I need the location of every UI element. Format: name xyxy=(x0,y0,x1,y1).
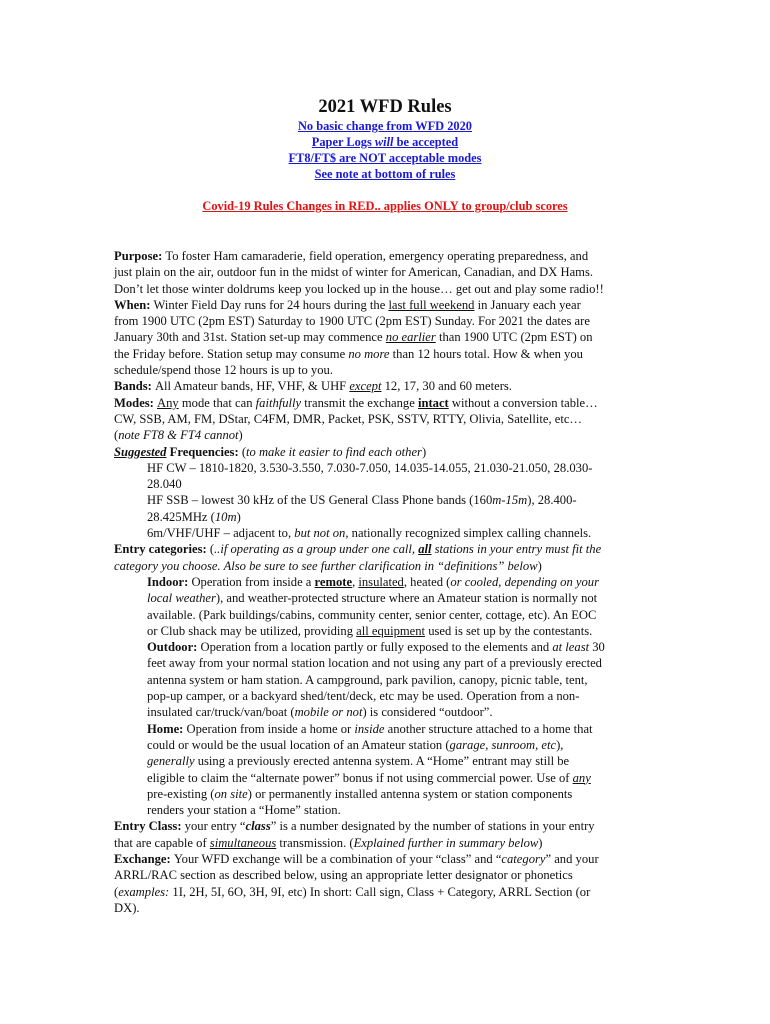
text-run: transmission. ( xyxy=(276,835,354,850)
text-run: simultaneous xyxy=(209,835,277,850)
text-run: mode that can xyxy=(178,395,256,410)
text-run: pop-up camper, or a backyard shed/tent/deck, etc may be used. Operation from a non- xyxy=(147,689,580,704)
text-run: another structure attached to a home that xyxy=(384,721,593,736)
text-run: category xyxy=(501,851,546,866)
text-run: Purpose: xyxy=(114,249,166,263)
note-no-change: No basic change from WFD 2020 xyxy=(297,119,473,133)
text-run: to make it easier to find each other xyxy=(246,444,422,459)
text-run: examples: xyxy=(118,884,173,899)
text-run: that are capable of xyxy=(114,835,210,850)
text-line xyxy=(114,395,654,411)
text-line xyxy=(114,672,654,688)
text-line xyxy=(114,492,654,508)
text-run: Explained further in summary below xyxy=(353,835,539,850)
text-run: ( xyxy=(209,542,215,557)
text-run: 30 xyxy=(589,640,605,655)
text-run: feet away from your normal station location and not using any part of a previously erected xyxy=(147,656,602,671)
text-line xyxy=(114,329,654,345)
text-run: the Friday before. Station setup may consume xyxy=(114,346,349,361)
text-run: ..if operating as a group under one call, xyxy=(214,542,419,557)
text-line xyxy=(114,378,654,394)
text-run: Modes: xyxy=(114,395,158,410)
text-run: insulated xyxy=(358,574,404,589)
text-line xyxy=(114,248,654,264)
text-run: Don’t let those winter doldrums keep you locked up in the house… get out and play some radio!! xyxy=(114,281,604,296)
text-run: your entry “ xyxy=(184,819,246,834)
text-run: all xyxy=(418,542,432,557)
text-line xyxy=(114,427,654,443)
text-run: 28.040 xyxy=(147,477,182,492)
text-run: in January each year xyxy=(474,297,581,312)
text-run: schedule/spend those 12 hours is up to you. xyxy=(114,363,333,378)
text-run: 10m xyxy=(214,509,237,524)
text-line xyxy=(114,753,654,769)
text-run: but not on, xyxy=(294,526,349,541)
text-line xyxy=(114,444,654,460)
text-run: local weather xyxy=(147,591,216,606)
text-run: 6m/VHF/UHF – adjacent to, xyxy=(147,526,295,541)
text-line xyxy=(114,525,654,541)
note-ft8: FT8/FT$ are NOT acceptable modes xyxy=(288,151,482,165)
text-run: note FT8 & FT4 cannot xyxy=(118,428,239,443)
text-run: using a previously erected antenna system. A “Home” entrant may still be xyxy=(194,754,570,769)
text-run: Bands: xyxy=(114,379,155,394)
text-run: ( xyxy=(114,428,119,443)
text-run: Operation from inside a xyxy=(191,574,315,589)
text-run: ” and your xyxy=(545,851,599,866)
text-run: ) xyxy=(537,558,542,573)
text-run: faithfully xyxy=(255,395,302,410)
text-line xyxy=(114,786,654,802)
text-run: insulated car/truck/van/boat ( xyxy=(147,705,295,720)
text-run: 28.425MHz ( xyxy=(147,509,215,524)
text-run: To foster Ham camaraderie, field operation, emergency operating preparedness, and xyxy=(165,249,589,263)
note-will-emphasis: will xyxy=(374,135,394,149)
text-run: any xyxy=(572,770,591,785)
text-run: January 30th and 31st. Station set-up may commence xyxy=(114,330,386,345)
text-run: Any xyxy=(157,395,179,410)
text-run: ) xyxy=(238,428,243,443)
text-run: category you choose. Also be sure to see further clarification in “definitions” below xyxy=(114,558,538,573)
text-run: pre-existing ( xyxy=(147,786,215,801)
text-line xyxy=(114,411,654,427)
text-run: except xyxy=(349,379,382,394)
text-run: When: xyxy=(114,297,154,312)
text-line xyxy=(114,770,654,786)
text-line xyxy=(114,900,654,916)
text-run: Indoor: xyxy=(147,574,192,589)
text-run: 12, 17, 30 and 60 meters. xyxy=(381,379,512,394)
text-run: antenna system or ham station. A campground, park pavilion, canopy, picnic table, tent, xyxy=(147,672,588,687)
text-run: Operation from inside a home or xyxy=(186,721,355,736)
text-run: ) or permanently installed antenna system or station components xyxy=(247,786,573,801)
text-run: DX). xyxy=(114,900,140,915)
text-run: ” is a number designated by the number of stations in your entry xyxy=(270,819,595,834)
note-see-bottom: See note at bottom of rules xyxy=(314,167,456,181)
text-run: Entry categories: xyxy=(114,542,210,557)
text-line xyxy=(114,721,654,737)
page-title: 2021 WFD Rules xyxy=(318,97,452,117)
text-run: all equipment xyxy=(356,623,426,638)
text-run: generally xyxy=(147,754,195,769)
text-line xyxy=(114,802,654,818)
text-line xyxy=(114,297,654,313)
text-run: remote xyxy=(314,574,353,589)
text-line xyxy=(114,264,654,280)
text-run: or Club shack may be utilized, providing xyxy=(147,623,357,638)
text-line xyxy=(114,476,654,492)
text-line xyxy=(114,313,654,329)
text-run: ( xyxy=(114,884,119,899)
text-run: ), xyxy=(556,737,564,752)
text-run: on site xyxy=(214,786,248,801)
rules-body xyxy=(114,248,654,916)
text-run: ) xyxy=(421,444,427,459)
text-run: Outdoor: xyxy=(147,640,201,655)
text-line xyxy=(114,704,654,720)
text-run: mobile or not xyxy=(294,705,363,720)
text-line xyxy=(114,558,654,574)
text-run: used is set up by the contestants. xyxy=(425,623,593,638)
text-run: than 12 hours total. How & when you xyxy=(389,346,583,361)
text-line xyxy=(114,574,654,590)
text-run: renders your station a “Home” station. xyxy=(147,803,341,818)
text-run: last full weekend xyxy=(388,297,475,312)
text-run: than 1900 UTC (2pm EST) on xyxy=(435,330,593,345)
text-run: HF SSB – lowest 30 kHz of the US General Class Phone bands (160 xyxy=(147,493,493,508)
text-run: All Amateur bands, HF, VHF, & UHF xyxy=(154,379,350,394)
text-run: inside xyxy=(354,721,385,736)
text-run: Your WFD exchange will be a combination of your “class” and “ xyxy=(173,851,502,866)
text-line xyxy=(114,737,654,753)
text-line xyxy=(114,818,654,834)
text-run: m-15m xyxy=(492,493,528,508)
text-line xyxy=(114,623,654,639)
text-run: available. (Park buildings/cabins, community center, senior center, cottage, etc). An EOC xyxy=(147,607,597,622)
text-line xyxy=(114,346,654,362)
text-run: no more xyxy=(348,346,390,361)
text-run: class xyxy=(245,819,271,834)
text-run: Exchange: xyxy=(114,851,174,866)
text-run: Home: xyxy=(147,721,187,736)
text-run: eligible to claim the “alternate power” bonus if not using commercial power. Use of xyxy=(147,770,573,785)
text-run: , xyxy=(352,574,359,589)
text-run: ( xyxy=(241,444,247,459)
text-line xyxy=(114,541,654,557)
text-run: ) is considered “outdoor”. xyxy=(362,705,493,720)
text-run: 1I, 2H, 5I, 6O, 3H, 9I, etc) In short: Call sign, Class + Category, ARRL Section (or xyxy=(172,884,591,899)
text-run: just plain on the air, outdoor fun in the midst of winter for American, Canadian, and DX Hams. xyxy=(114,265,594,280)
covid-notice: Covid-19 Rules Changes in RED.. applies ONLY to group/club scores xyxy=(202,199,568,213)
text-line xyxy=(114,460,654,476)
text-run: Frequencies: xyxy=(166,444,242,459)
note-paper-logs-text: Paper Logs will be accepted xyxy=(311,135,459,149)
text-run: at least xyxy=(552,640,590,655)
text-run: ARRL/RAC section as described below, using an appropriate letter designator or phonetics xyxy=(114,868,573,883)
text-line xyxy=(114,851,654,867)
text-run: , heated ( xyxy=(403,574,451,589)
text-run: intact xyxy=(417,395,449,410)
text-run: ), and weather-protected structure where an Amateur station is normally not xyxy=(215,591,598,606)
text-run: no earlier xyxy=(385,330,436,345)
text-line xyxy=(114,688,654,704)
text-run: Suggested xyxy=(114,444,167,459)
text-line xyxy=(114,884,654,900)
text-run: garage, sunroom, etc xyxy=(449,737,557,752)
text-run: nationally recognized simplex calling channels. xyxy=(348,526,592,541)
text-run: transmit the exchange xyxy=(301,395,418,410)
text-line xyxy=(114,281,654,297)
text-line xyxy=(114,607,654,623)
text-line xyxy=(114,655,654,671)
text-line xyxy=(114,835,654,851)
text-run: ) xyxy=(538,835,543,850)
text-run: ), 28.400- xyxy=(527,493,577,508)
text-run: from 1900 UTC (2pm EST) Saturday to 1900 UTC (2pm EST) Sunday. For 2021 the dates are xyxy=(114,314,590,329)
text-line xyxy=(114,590,654,606)
text-line xyxy=(114,639,654,655)
text-run: Winter Field Day runs for 24 hours during the xyxy=(153,297,389,312)
text-line xyxy=(114,509,654,525)
note-paper-logs xyxy=(0,134,770,150)
text-run: stations in your entry must fit the xyxy=(431,542,602,557)
text-line xyxy=(114,362,654,378)
text-run: ) xyxy=(236,509,241,524)
text-run: Operation from a location partly or fully exposed to the elements and xyxy=(200,640,553,655)
text-run: could or would be the usual location of an Amateur station ( xyxy=(147,737,450,752)
text-run: HF CW – 1810-1820, 3.530-3.550, 7.030-7.050, 14.035-14.055, 21.030-21.050, 28.030- xyxy=(147,460,593,475)
text-run: without a conversion table… xyxy=(448,395,598,410)
text-run: CW, SSB, AM, FM, DStar, C4FM, DMR, Packet, PSK, SSTV, RTTY, Olivia, Satellite, etc… xyxy=(114,411,583,426)
text-run: Entry Class: xyxy=(114,819,185,834)
text-run: or cooled, depending on your xyxy=(450,574,600,589)
text-line xyxy=(114,867,654,883)
